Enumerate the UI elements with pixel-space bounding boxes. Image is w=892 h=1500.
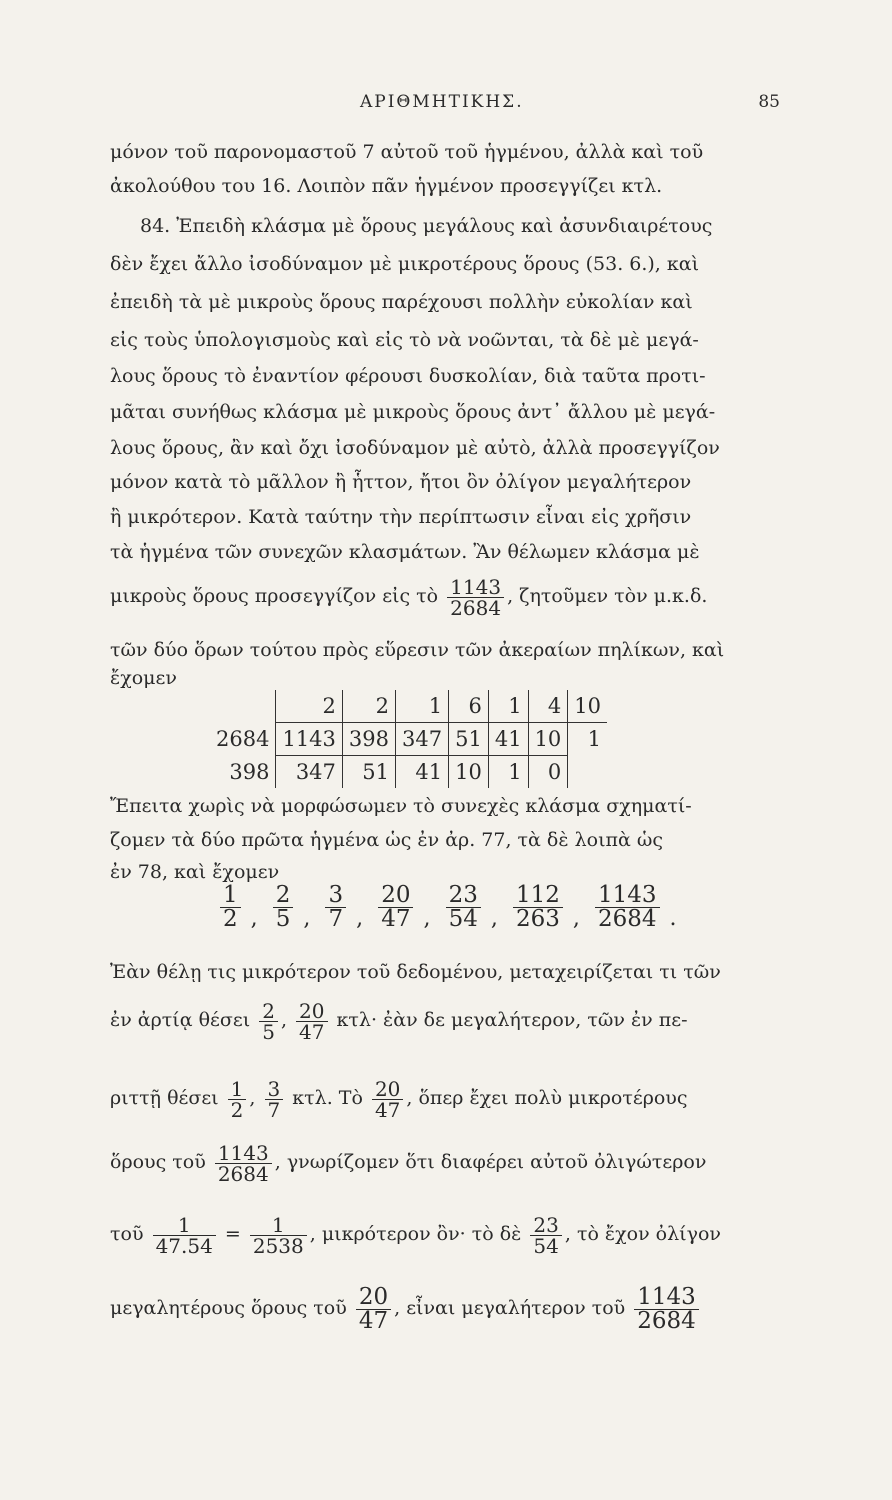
- text-line: ζομεν τὰ δύο πρῶτα ἡγμένα ὡς ἐν ἀρ. 77, τὰ δὲ λοιπὰ ὡς: [110, 829, 664, 851]
- table-cell: 41: [396, 756, 449, 789]
- denominator: 263: [513, 907, 563, 931]
- denominator: 5: [273, 907, 294, 931]
- text-line: ἔχομεν: [110, 667, 177, 689]
- numerator: 1: [223, 882, 238, 908]
- fraction-20-47: [296, 998, 327, 1044]
- denominator: 2: [228, 1099, 247, 1120]
- numerator: 1143: [637, 1283, 696, 1310]
- separator: ,: [250, 906, 258, 931]
- numerator: 1143: [450, 574, 502, 599]
- denominator: 47: [296, 1021, 327, 1042]
- line-text: , ζητοῦμεν τὸν μ.κ.δ.: [507, 585, 708, 607]
- table-cell: 347: [396, 723, 449, 756]
- numerator: 20: [374, 1076, 401, 1101]
- fraction-1143-2684: [634, 1283, 699, 1334]
- convergent: [273, 884, 294, 931]
- quotient-cell: 4: [528, 690, 568, 723]
- denominator: 2: [220, 907, 241, 931]
- numerator: 20: [299, 998, 325, 1023]
- page-header: [110, 92, 780, 122]
- numerator: 112: [515, 882, 560, 908]
- separator: ,: [303, 906, 311, 931]
- text-line: ἐπειδὴ τὰ μὲ μικροὺς ὅρους παρέχουσι πολλὴν εὐκολίαν καὶ: [110, 291, 693, 313]
- paragraph-84-start: 84. Ἐπειδὴ κλάσμα μὲ ὅρους μεγάλους καὶ ἀσυνδιαιρέτους: [140, 215, 713, 237]
- text-line: μόνον τοῦ παρονομαστοῦ 7 αὐτοῦ τοῦ ἡγμένου, ἀλλὰ καὶ τοῦ: [110, 141, 704, 163]
- numerator: 1: [230, 1076, 244, 1101]
- line-text: , γνωρίζομεν ὅτι διαφέρει αὐτοῦ ὀλιγώτερον: [274, 1151, 707, 1173]
- text-line: ἢ μικρότερον. Κατὰ ταύτην τὴν περίπτωσιν εἶναι εἰς χρῆσιν: [110, 506, 692, 528]
- denominator: 2684: [215, 1163, 272, 1184]
- fraction-1143-2684: [447, 574, 504, 620]
- numerator: 1143: [217, 1140, 269, 1165]
- numerator: 3: [267, 1076, 281, 1101]
- denominator: 2684: [447, 597, 504, 618]
- denominator: 47.54: [153, 1235, 216, 1256]
- text-line: Ἔπειτα χωρὶς νὰ μορφώσωμεν τὸ συνεχὲς κλάσμα σχηματί-: [110, 795, 692, 817]
- text-line: τῶν δύο ὅρων τούτου πρὸς εὕρεσιν τῶν ἀκεραίων πηλίκων, καὶ: [110, 639, 725, 661]
- fraction-3-7: [265, 1076, 284, 1122]
- separator: ,: [280, 1009, 287, 1031]
- equals-sign: =: [224, 1223, 241, 1245]
- fraction-23-54: [530, 1212, 561, 1258]
- table-corner: [210, 690, 276, 723]
- line-text: , μικρότερον ὂν· τὸ δὲ: [309, 1223, 522, 1245]
- table-cell: 1: [587, 727, 602, 752]
- quotient-cell: 1: [488, 690, 528, 723]
- fraction-20-47: [356, 1283, 391, 1334]
- text-line: Ἐὰν θέλῃ τις μικρότερον τοῦ δεδομένου, μεταχειρίζεται τι τῶν: [110, 961, 721, 983]
- fraction-1-2: [228, 1076, 247, 1122]
- quotient-cell: 1: [396, 690, 449, 723]
- convergent: [378, 884, 413, 931]
- text-line: μόνον κατὰ τὸ μᾶλλον ἢ ἧττον, ἤτοι ὂν ὀλίγον μεγαλήτερον: [110, 471, 692, 493]
- text-line: λους ὅρους, ἂν καὶ ὄχι ἰσοδύναμον μὲ αὐτὸ, ἀλλὰ προσεγγίζον: [110, 437, 720, 459]
- euclid-quotient-table: [210, 690, 607, 788]
- text-line: λους ὅρους τὸ ἐναντίον φέρουσι δυσκολίαν, διὰ ταῦτα προτι-: [110, 365, 706, 387]
- fraction-1143-2684: [215, 1140, 272, 1186]
- text-line-with-fraction: [110, 1276, 780, 1340]
- text-line-with-fraction: [110, 990, 780, 1050]
- table-cell: 51: [449, 723, 489, 756]
- text-line: μᾶται συνήθως κλάσμα μὲ μικροὺς ὅρους ἀντ᾽ ἄλλου μὲ μεγά-: [110, 401, 716, 423]
- line-text: , τὸ ἔχον ὀλίγον: [564, 1223, 721, 1245]
- line-text: κτλ· ἐὰν δε μεγαλήτερον, τῶν ἐν πε-: [336, 1009, 688, 1031]
- table-cell: 51: [342, 756, 395, 789]
- table-cell: 347: [276, 756, 342, 789]
- numerator: 20: [358, 1283, 389, 1310]
- separator: ,: [572, 906, 580, 931]
- table-cell: [568, 756, 607, 789]
- line-text: ριττῇ θέσει: [110, 1087, 219, 1109]
- table-cell: 0: [528, 756, 568, 789]
- text-line: δὲν ἔχει ἄλλο ἰσοδύναμον μὲ μικροτέρους ὅρους (53. 6.), καὶ: [110, 253, 700, 275]
- line-text: μικροὺς ὅρους προσεγγίζον εἰς τὸ: [110, 585, 439, 607]
- numerator: 3: [328, 882, 344, 908]
- table-cell: 1: [488, 756, 528, 789]
- running-title: ΑΡΙΘΜΗΤΙΚΗΣ.: [360, 92, 524, 112]
- quotient-cell: 10: [568, 690, 607, 723]
- line-text: , ὅπερ ἔχει πολὺ μικροτέρους: [406, 1087, 688, 1109]
- denominator: 2538: [250, 1235, 307, 1256]
- text-line: ἐν 78, καὶ ἔχομεν: [110, 861, 280, 883]
- numerator: 2: [275, 882, 291, 908]
- quotient-cell: 2: [342, 690, 395, 723]
- line-text: ὅρους τοῦ: [110, 1151, 206, 1173]
- line-text: , εἶναι μεγαλήτερον τοῦ: [394, 1297, 626, 1319]
- dividend-row: [210, 723, 607, 756]
- convergent: [325, 884, 346, 931]
- table-cell: 41: [488, 723, 528, 756]
- convergent: [220, 884, 241, 931]
- convergent: [513, 884, 563, 931]
- remainder-row: [210, 756, 607, 789]
- table-cell: 2684: [210, 723, 276, 756]
- denominator: 7: [325, 907, 346, 931]
- table-cell: 1143: [276, 723, 342, 756]
- convergents-list: [210, 884, 677, 931]
- denominator: 47: [378, 907, 413, 931]
- separator: ,: [490, 906, 498, 931]
- table-cell: 10: [449, 756, 489, 789]
- text-line: τὰ ἡγμένα τῶν συνεχῶν κλασμάτων. Ἂν θέλωμεν κλάσμα μὲ: [110, 541, 700, 563]
- quotient-cell: 2: [276, 690, 342, 723]
- denominator: 54: [530, 1235, 561, 1256]
- convergent: [446, 884, 481, 931]
- numerator: 1: [177, 1212, 191, 1237]
- denominator: 2684: [595, 907, 660, 931]
- text-line: ἀκολούθου του 16. Λοιπὸν πᾶν ἡγμένον προσεγγίζει κτλ.: [110, 175, 663, 197]
- fraction-20-47: [372, 1076, 403, 1122]
- text-line: εἰς τοὺς ὑπολογισμοὺς καὶ εἰς τὸ νὰ νοῶνται, τὰ δὲ μὲ μεγά-: [110, 329, 699, 351]
- convergent: [595, 884, 660, 931]
- table-cell: 398: [210, 756, 276, 789]
- denominator: 5: [259, 1021, 278, 1042]
- denominator: 7: [265, 1099, 284, 1120]
- text-line-with-fraction: [110, 1132, 780, 1192]
- denominator: 2684: [634, 1309, 699, 1333]
- numerator: 1143: [597, 882, 657, 908]
- line-text: κτλ. Τὸ: [292, 1087, 363, 1109]
- separator: ,: [249, 1087, 256, 1109]
- text-line-with-fraction: [110, 1068, 780, 1128]
- line-text: τοῦ: [110, 1223, 144, 1245]
- denominator: 54: [446, 907, 481, 931]
- numerator: 2: [262, 998, 275, 1023]
- line-text: μεγαλητέρους ὅρους τοῦ: [110, 1297, 347, 1319]
- numerator: 23: [448, 882, 478, 908]
- separator: .: [669, 906, 677, 931]
- quotient-row: [210, 690, 607, 723]
- numerator: 1: [271, 1212, 285, 1237]
- text-line-with-fraction: [110, 568, 780, 624]
- text-line-with-fraction: [110, 1204, 780, 1264]
- fraction-2-5: [259, 998, 278, 1044]
- page-number: 85: [758, 92, 780, 112]
- numerator: 23: [533, 1212, 559, 1237]
- denominator: 47: [356, 1309, 391, 1333]
- table-cell: 398: [342, 723, 395, 756]
- denominator: 47: [372, 1099, 403, 1120]
- separator: ,: [356, 906, 364, 931]
- fraction-1-2538: [250, 1212, 307, 1258]
- line-text: ἐν ἀρτίᾳ θέσει: [110, 1009, 251, 1031]
- quotient-cell: 6: [449, 690, 489, 723]
- separator: ,: [423, 906, 431, 931]
- fraction-1-47.54: [153, 1212, 216, 1258]
- numerator: 20: [381, 882, 411, 908]
- table-cell: 10: [528, 723, 568, 756]
